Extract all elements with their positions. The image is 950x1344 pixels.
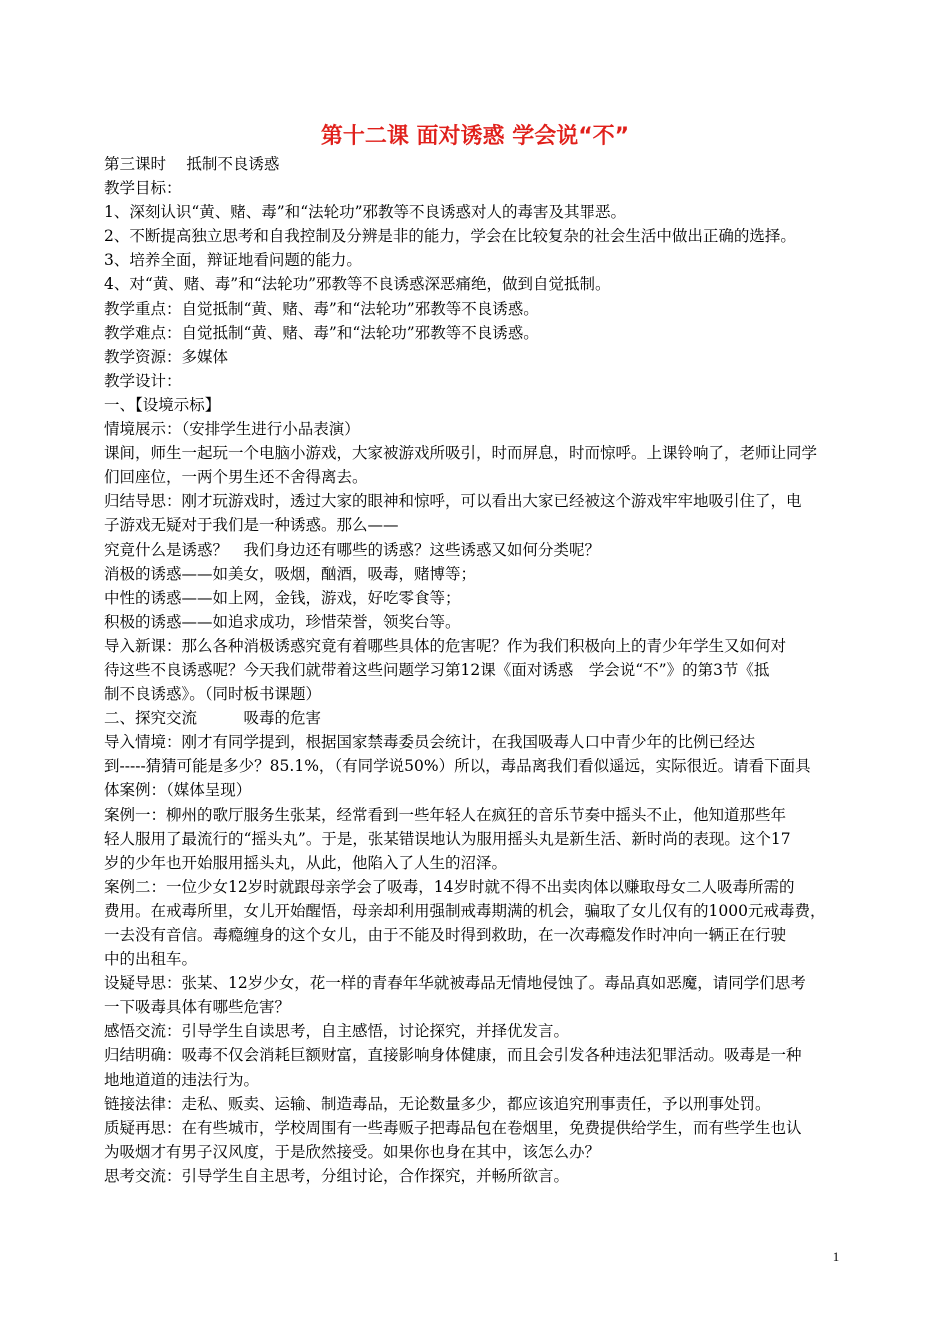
text-line: 2、不断提高独立思考和自我控制及分辨是非的能力，学会在比较复杂的社会生活中做出正确的选择。 [104,227,796,246]
text-line: 二、探究交流 吸毒的危害 [104,709,322,728]
text-line: 中性的诱惑——如上网，金钱，游戏，好吃零食等； [104,588,461,607]
text-line: 教学设计： [104,371,182,390]
text-line: 教学难点：自觉抵制“黄、赌、毒”和“法轮功”邪教等不良诱惑。 [104,323,539,342]
text-line: 教学重点：自觉抵制“黄、赌、毒”和“法轮功”邪教等不良诱惑。 [104,299,539,318]
text-line: 链接法律：走私、贩卖、运输、制造毒品，无论数量多少，都应该追究刑事责任，予以刑事处罚。 [104,1094,771,1113]
document-body [104,152,844,1188]
text-line: 教学目标： [104,179,182,198]
text-line: 到-----猜猜可能是多少？85.1%，（有同学说50%）所以，毒品离我们看似遥远，实际很近。请看下面具 [104,757,811,776]
text-line: 导入新课：那么各种消极诱惑究竟有着哪些具体的危害呢？作为我们积极向上的青少年学生又如何对 [104,636,787,655]
text-line: 消极的诱惑——如美女，吸烟，酗酒，吸毒，赌博等； [104,564,477,583]
text-line: 一下吸毒具体有哪些危害？ [104,998,291,1017]
text-line: 岁的少年也开始服用摇头丸，从此，他陷入了人生的沼泽。 [104,853,508,872]
text-line: 们回座位，一两个男生还不舍得离去。 [104,468,368,487]
text-line: 第三课时 抵制不良诱惑 [104,155,280,173]
text-line: 一去没有音信。毒瘾缠身的这个女儿，由于不能及时得到救助，在一次毒瘾发作时冲向一辆正在行驶 [104,926,787,944]
text-line: 导入情境：刚才有同学提到，根据国家禁毒委员会统计，在我国吸毒人口中青少年的比例已经达 [104,733,756,752]
text-line: 究竟什么是诱惑？ 我们身边还有哪些的诱惑？这些诱惑又如何分类呢？ [104,540,601,559]
text-line: 案例二：一位少女12岁时就跟母亲学会了吸毒，14岁时就不得不出卖肉体以赚取母女二人吸毒所需的 [104,877,795,896]
text-line: 待这些不良诱惑呢？今天我们就带着这些问题学习第12课《面对诱惑 学会说“不”》的第3节《抵 [104,660,770,679]
text-line: 质疑再思：在有些城市，学校周围有一些毒贩子把毒品包在卷烟里，免费提供给学生，而有些学生也认 [104,1118,802,1137]
text-line: 1、深刻认识“黄、赌、毒”和“法轮功”邪教等不良诱惑对人的毒害及其罪恶。 [104,203,627,222]
text-line: 轻人服用了最流行的“摇头丸”。于是，张某错误地认为服用摇头丸是新生活、新时尚的表现。这个17 [104,829,791,848]
text-line: 为吸烟才有男子汉风度，于是欣然接受。如果你也身在其中，该怎么办？ [104,1142,601,1161]
text-line: 地地道道的违法行为。 [104,1070,260,1089]
text-line: 感悟交流：引导学生自读思考，自主感悟，讨论探究，并择优发言。 [104,1022,570,1041]
text-line: 设疑导思：张某、12岁少女，花一样的青春年华就被毒品无情地侵蚀了。毒品真如恶魔，请同学们思考 [104,974,806,993]
text-line: 制不良诱惑》。（同时板书课题） [104,685,322,704]
text-line: 情境展示：（安排学生进行小品表演） [104,420,360,439]
text-line: 4、对“黄、赌、毒”和“法轮功”邪教等不良诱惑深恶痛绝，做到自觉抵制。 [104,275,611,294]
text-line: 教学资源：多媒体 [104,347,229,366]
text-line: 案例一：柳州的歌厅服务生张某，经常看到一些年轻人在疯狂的音乐节奏中摇头不止，他知道那些年 [104,805,787,824]
text-line: 3、培养全面，辩证地看问题的能力。 [104,251,362,270]
text-line: 积极的诱惑——如追求成功，珍惜荣誉，领奖台等。 [104,612,461,631]
text-line: 思考交流：引导学生自主思考，分组讨论，合作探究，并畅所欲言。 [104,1166,570,1185]
text-line: 子游戏无疑对于我们是一种诱惑。那么—— [104,516,399,535]
page-title: 第十二课 面对诱惑 学会说“不” [320,124,630,149]
page-number: 1 [832,1249,840,1264]
text-line: 体案例：（媒体呈现） [104,781,252,800]
text-line: 归结导思：刚才玩游戏时，透过大家的眼神和惊呼，可以看出大家已经被这个游戏牢牢地吸引住了，电 [104,492,802,511]
text-line: 课间，师生一起玩一个电脑小游戏，大家被游戏所吸引，时而屏息，时而惊呼。上课铃响了，老师让同学 [104,444,818,463]
text-line: 归结明确：吸毒不仅会消耗巨额财富，直接影响身体健康，而且会引发各种违法犯罪活动。吸毒是一种 [104,1046,802,1065]
text-line: 一、【设境示标】 [104,395,221,414]
text-line: 中的出租车。 [104,950,198,969]
text-line: 费用。在戒毒所里，女儿开始醒悟，母亲却利用强制戒毒期满的机会，骗取了女儿仅有的1000元戒毒费， [104,901,826,920]
